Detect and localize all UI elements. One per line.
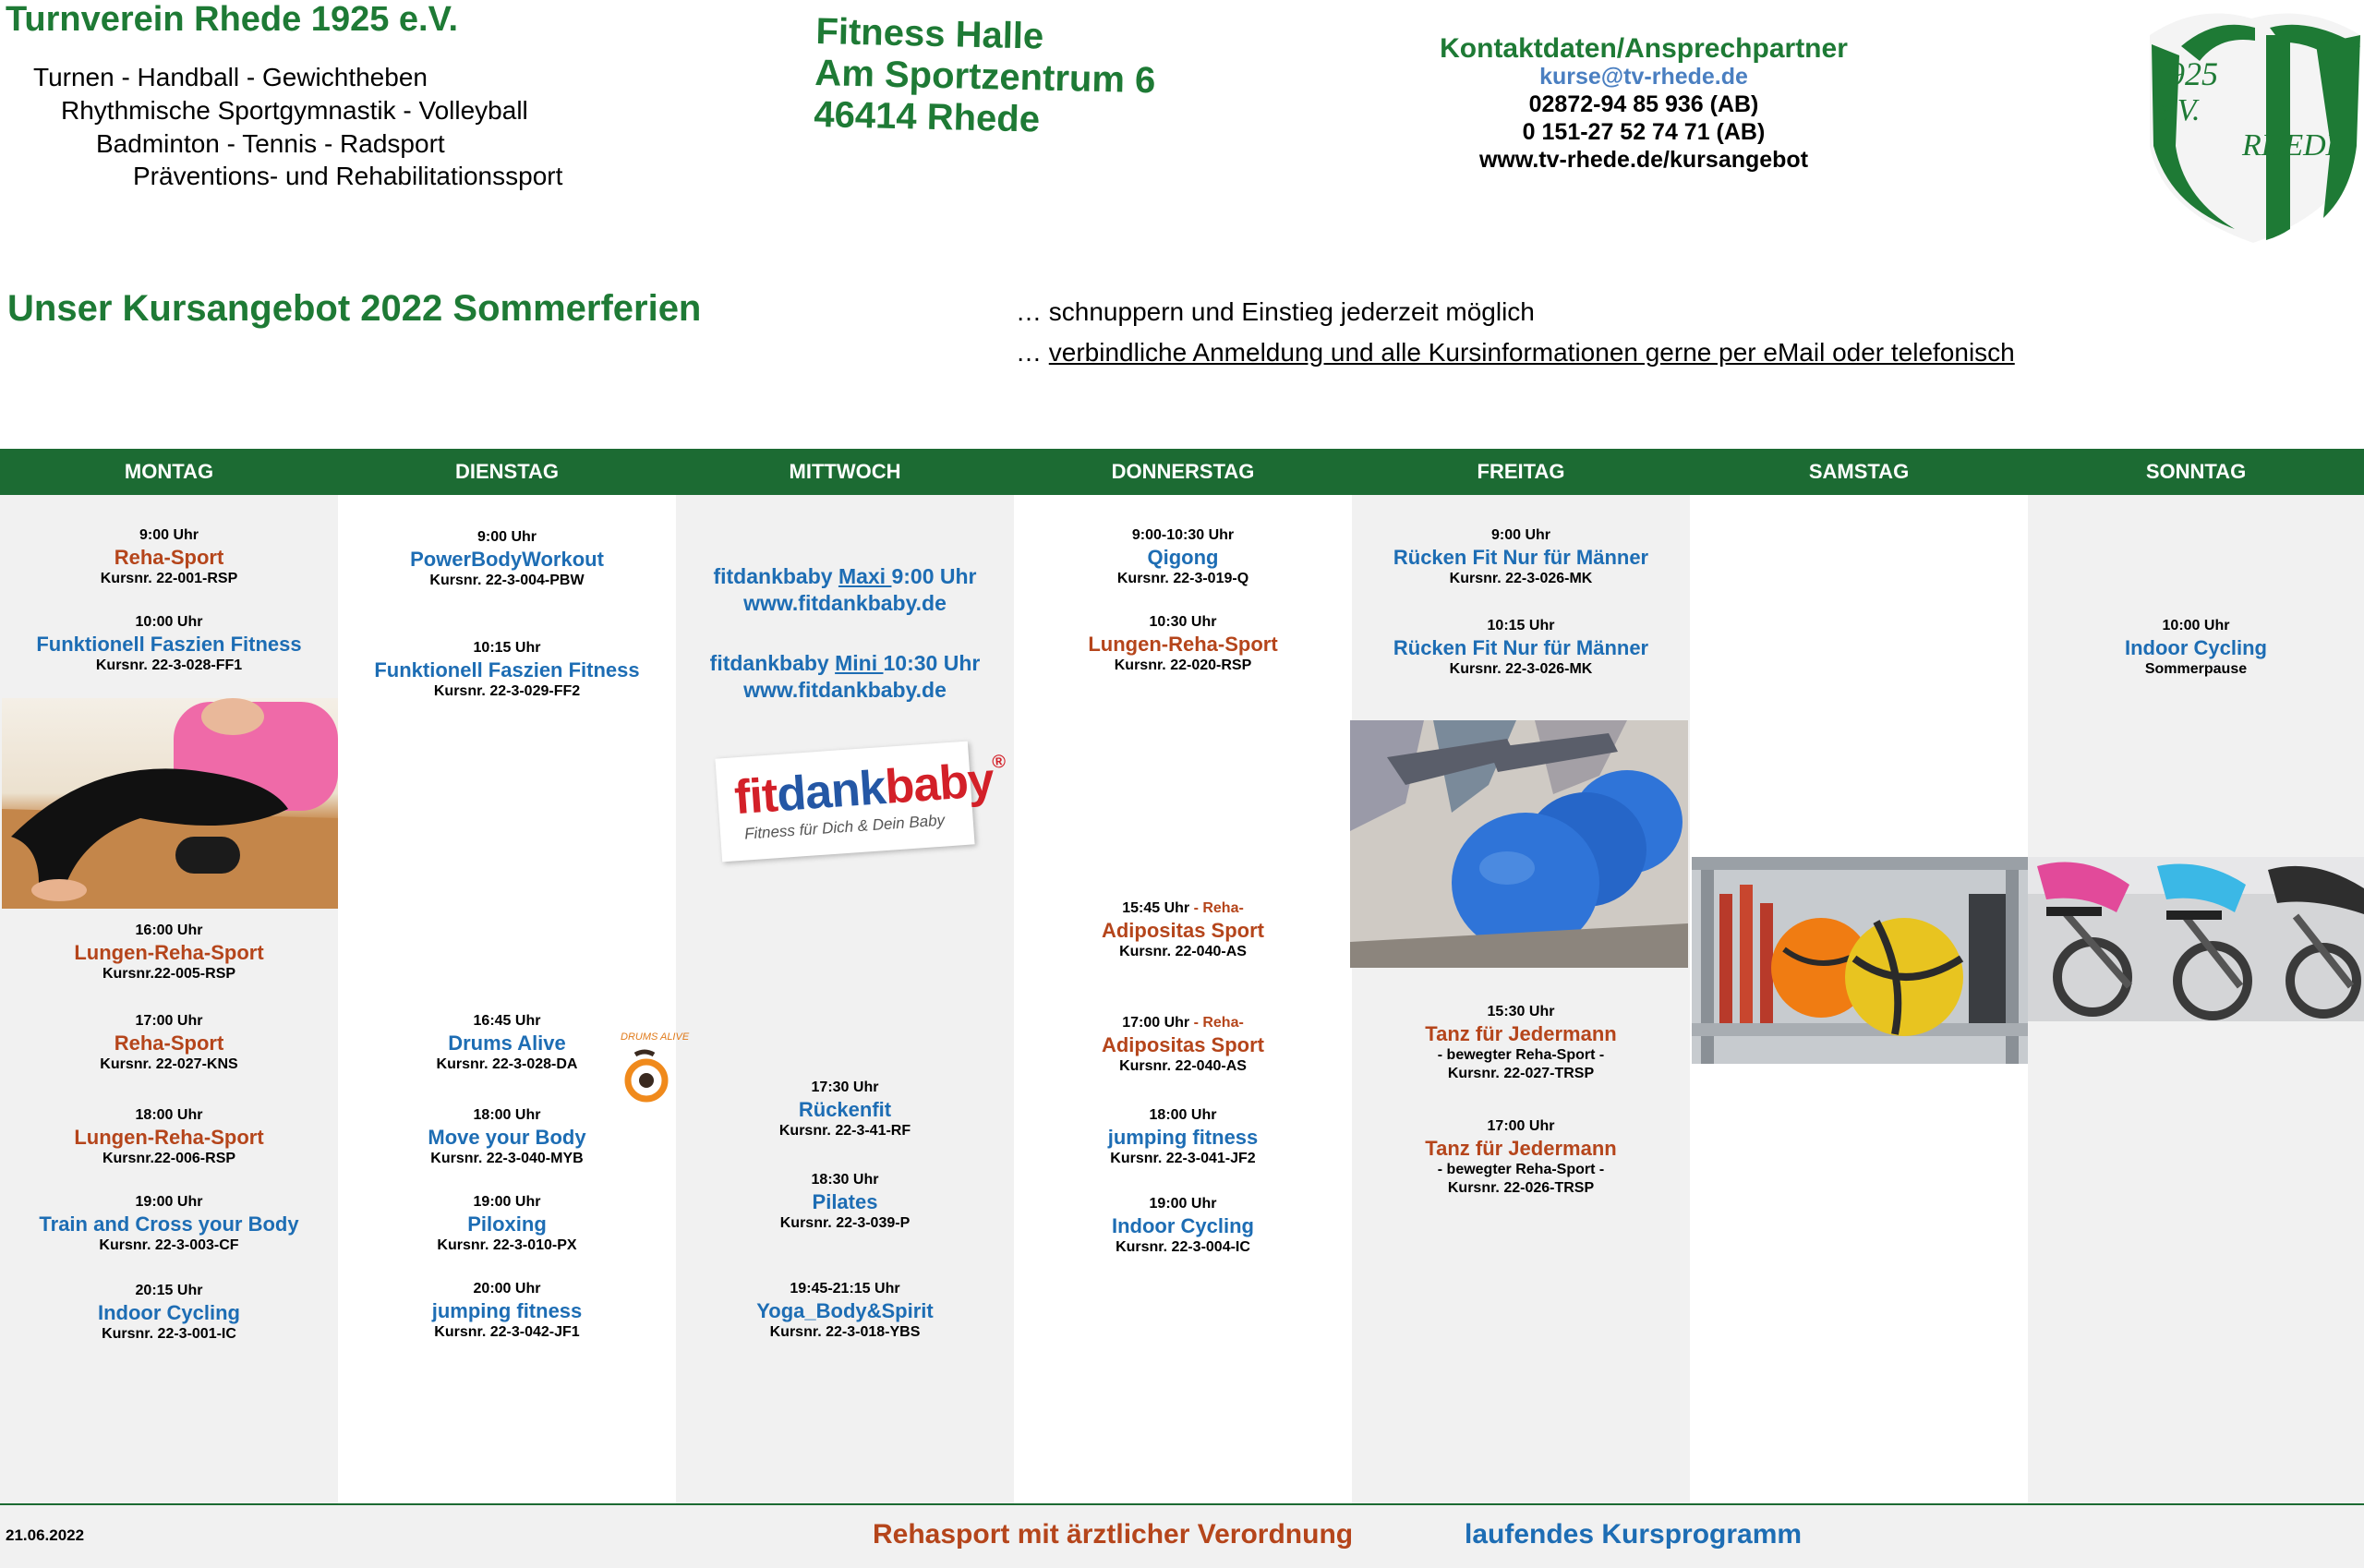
- course-code: Kursnr. 22-3-039-P: [779, 1215, 911, 1231]
- course-subtitle: - bewegter Reha-Sport -: [1437, 1162, 1605, 1177]
- course-name: Train and Cross your Body: [39, 1212, 299, 1236]
- course-name: Funktionell Faszien Fitness: [36, 633, 302, 656]
- course-entry[interactable]: [2028, 617, 2364, 679]
- course-entry[interactable]: [0, 1012, 338, 1074]
- fitdankbaby-mini[interactable]: [676, 650, 1014, 704]
- course-entry[interactable]: [338, 1193, 676, 1255]
- course-time: 18:00 Uhr: [1149, 1107, 1217, 1123]
- course-code: Kursnr. 22-3-026-MK: [1449, 571, 1593, 586]
- course-subtitle: - bewegter Reha-Sport -: [1437, 1047, 1605, 1063]
- sports-line: Badminton - Tennis - Radsport: [96, 129, 445, 158]
- contact-email-link[interactable]: kurse@tv-rhede.de: [1539, 64, 1748, 90]
- course-code: Kursnr. 22-3-026-MK: [1449, 661, 1593, 677]
- photo-indoor-cycling: [2028, 857, 2364, 1021]
- legend-reha: Rehasport mit ärztlicher Verordnung: [873, 1519, 1354, 1550]
- course-entry[interactable]: [1352, 617, 1690, 679]
- course-code: Kursnr. 22-3-041-JF2: [1110, 1151, 1256, 1166]
- course-code: Kursnr. 22-3-010-PX: [437, 1237, 577, 1253]
- fdb-prefix: fitdankbaby: [709, 651, 836, 675]
- fdb-time: 9:00 Uhr: [891, 564, 977, 588]
- course-name: Yoga_Body&Spirit: [756, 1299, 934, 1322]
- course-name: Tanz für Jedermann: [1425, 1022, 1617, 1045]
- course-code: Kursnr. 22-026-TRSP: [1447, 1180, 1595, 1196]
- course-entry[interactable]: [1014, 526, 1352, 588]
- course-entry[interactable]: [676, 1280, 1014, 1342]
- day-header-mittwoch: MITTWOCH: [789, 460, 901, 483]
- logo-tagline: Fitness für Dich & Dein Baby: [743, 811, 946, 843]
- course-name: Reha-Sport: [114, 546, 224, 569]
- course-code: Kursnr. 22-3-001-IC: [102, 1326, 236, 1342]
- course-title: Unser Kursangebot 2022 Sommerferien: [7, 288, 702, 329]
- legend-laufend: laufendes Kursprogramm: [1465, 1519, 1803, 1550]
- course-name: Adipositas Sport: [1101, 1033, 1264, 1056]
- fdb-website[interactable]: www.fitdankbaby.de: [743, 591, 947, 615]
- logo-ev: e.V.: [2155, 93, 2201, 127]
- intro-note-registration: [1016, 338, 2015, 368]
- course-name: Lungen-Reha-Sport: [74, 1126, 264, 1149]
- logo-baby: baby: [883, 753, 995, 814]
- course-code: Kursnr. 22-3-028-DA: [436, 1056, 578, 1072]
- contact-phone: 02872-94 85 936 (AB): [1528, 91, 1759, 117]
- registration-link[interactable]: verbindliche Anmeldung und alle Kursinformationen gerne per eMail oder telefonisch: [1048, 338, 2015, 367]
- course-name: jumping fitness: [431, 1299, 583, 1322]
- drums-alive-logo: [617, 1027, 690, 1110]
- course-time: 18:30 Uhr: [811, 1172, 879, 1188]
- fdb-website[interactable]: www.fitdankbaby.de: [743, 678, 947, 702]
- venue-line: 46414 Rhede: [813, 93, 1041, 140]
- course-code: Kursnr. 22-3-004-PBW: [429, 573, 585, 588]
- course-name: Indoor Cycling: [98, 1301, 240, 1324]
- fitdankbaby-logo: [715, 742, 1006, 862]
- course-time-extra: - Reha-: [1189, 900, 1244, 916]
- logo-name: RHEDE: [2242, 128, 2346, 163]
- course-name: Funktionell Faszien Fitness: [374, 658, 640, 681]
- course-entry[interactable]: [0, 613, 338, 675]
- course-entry[interactable]: [1014, 1106, 1352, 1168]
- course-time: 9:00-10:30 Uhr: [1131, 527, 1235, 543]
- day-header-donnerstag: DONNERSTAG: [1111, 460, 1255, 483]
- course-time: 9:00 Uhr: [1490, 527, 1551, 543]
- course-name: Move your Body: [428, 1126, 586, 1149]
- course-entry[interactable]: [1014, 1195, 1352, 1257]
- photo-foam-roller: [2, 698, 338, 909]
- course-name: PowerBodyWorkout: [410, 548, 604, 571]
- course-time: 16:00 Uhr: [135, 923, 203, 938]
- course-code: Kursnr. 22-3-042-JF1: [434, 1324, 580, 1340]
- course-time: 20:15 Uhr: [135, 1283, 203, 1298]
- course-name: Indoor Cycling: [2125, 636, 2267, 659]
- course-time: 10:00 Uhr: [135, 614, 203, 630]
- course-time: 17:00 Uhr: [135, 1013, 203, 1029]
- fdb-mini-link[interactable]: Mini: [835, 651, 884, 675]
- column-mittwoch: [676, 495, 1014, 1503]
- course-code: Kursnr.22-006-RSP: [102, 1151, 236, 1166]
- course-status: Sommerpause: [2144, 661, 2248, 677]
- contact-phone: 0 151-27 52 74 71 (AB): [1522, 119, 1766, 145]
- course-entry[interactable]: [0, 1282, 338, 1344]
- course-code: Kursnr. 22-040-AS: [1119, 1058, 1247, 1074]
- course-name: Drums Alive: [448, 1031, 566, 1055]
- course-entry[interactable]: [338, 1280, 676, 1342]
- course-time: 10:15 Uhr: [473, 640, 541, 656]
- course-time: 17:00 Uhr: [1122, 1015, 1190, 1031]
- note-prefix: …: [1016, 338, 1049, 367]
- sports-line: Rhythmische Sportgymnastik - Volleyball: [61, 96, 528, 125]
- course-name: Indoor Cycling: [1112, 1214, 1254, 1237]
- day-header-sonntag: SONNTAG: [2145, 460, 2247, 483]
- venue-line: Am Sportzentrum 6: [814, 52, 1156, 102]
- day-header-freitag: FREITAG: [1477, 460, 1565, 483]
- photo-medicine-balls: [1692, 857, 2028, 1064]
- course-time: 10:15 Uhr: [1487, 618, 1555, 633]
- course-entry[interactable]: [1352, 526, 1690, 588]
- fdb-prefix: fitdankbaby: [713, 564, 838, 588]
- course-name: jumping fitness: [1107, 1126, 1259, 1149]
- contact-website-link[interactable]: www.tv-rhede.de/kursangebot: [1478, 147, 1809, 173]
- course-code: Kursnr.22-005-RSP: [102, 966, 236, 982]
- course-time-extra: - Reha-: [1189, 1015, 1244, 1031]
- course-name: Adipositas Sport: [1101, 919, 1264, 942]
- course-time: 19:00 Uhr: [473, 1194, 541, 1210]
- venue-line: Fitness Halle: [815, 11, 1044, 57]
- course-code: Kursnr. 22-027-TRSP: [1447, 1066, 1595, 1081]
- course-time: 9:00 Uhr: [139, 527, 199, 543]
- course-entry[interactable]: [338, 639, 676, 701]
- course-time: 10:00 Uhr: [2162, 618, 2230, 633]
- day-header-dienstag: DIENSTAG: [454, 460, 560, 483]
- course-code: Kursnr. 22-027-KNS: [100, 1056, 238, 1072]
- logo-registered: ®: [991, 751, 1006, 773]
- course-name: Rücken Fit Nur für Männer: [1393, 636, 1649, 659]
- course-code: Kursnr. 22-040-AS: [1119, 944, 1247, 959]
- course-entry[interactable]: [676, 1171, 1014, 1233]
- course-entry[interactable]: [676, 1079, 1014, 1140]
- course-time: 18:00 Uhr: [135, 1107, 203, 1123]
- sports-line: Turnen - Handball - Gewichtheben: [33, 63, 428, 91]
- course-entry[interactable]: [338, 1106, 676, 1168]
- contact-block: [1348, 35, 1939, 174]
- day-header-montag: MONTAG: [124, 460, 214, 483]
- course-time: 18:00 Uhr: [473, 1107, 541, 1123]
- course-name: Rückenfit: [798, 1098, 892, 1121]
- fitdankbaby-maxi[interactable]: [676, 563, 1014, 617]
- sports-line: Präventions- und Rehabilitationssport: [133, 162, 563, 190]
- course-time: 15:45 Uhr: [1122, 900, 1190, 916]
- course-code: Kursnr. 22-3-040-MYB: [430, 1151, 584, 1166]
- course-name: Lungen-Reha-Sport: [74, 941, 264, 964]
- course-code: Kursnr. 22-3-028-FF1: [95, 657, 243, 673]
- course-code: Kursnr. 22-3-019-Q: [1116, 571, 1249, 586]
- course-name: Tanz für Jedermann: [1425, 1137, 1617, 1160]
- course-entry[interactable]: [0, 922, 338, 983]
- course-name: Qigong: [1147, 546, 1219, 569]
- course-code: Kursnr. 22-3-003-CF: [99, 1237, 239, 1253]
- course-name: Reha-Sport: [114, 1031, 224, 1055]
- drums-logo-text: DRUMS ALIVE: [621, 1031, 690, 1043]
- course-time: 20:00 Uhr: [473, 1281, 541, 1297]
- course-name: Rücken Fit Nur für Männer: [1393, 546, 1649, 569]
- course-name: Pilates: [812, 1190, 878, 1213]
- contact-title: Kontaktdaten/Ansprechpartner: [1440, 33, 1848, 64]
- course-entry[interactable]: [1014, 1014, 1352, 1076]
- course-time: 9:00 Uhr: [476, 529, 537, 545]
- logo-year: 1925: [2152, 55, 2218, 92]
- club-logo: [2142, 7, 2364, 246]
- course-entry[interactable]: [338, 528, 676, 590]
- course-time: 17:30 Uhr: [811, 1080, 879, 1095]
- course-name: Lungen-Reha-Sport: [1088, 633, 1278, 656]
- course-code: Kursnr. 22-020-RSP: [1114, 657, 1252, 673]
- course-time: 17:00 Uhr: [1487, 1118, 1555, 1134]
- intro-note: … schnuppern und Einstieg jederzeit möglich: [1016, 297, 1535, 326]
- course-code: Kursnr. 22-3-41-RF: [778, 1123, 911, 1139]
- photo-gym-balls: [1350, 720, 1688, 968]
- course-code: Kursnr. 22-001-RSP: [100, 571, 238, 586]
- venue-address: [814, 11, 1157, 143]
- course-time: 19:00 Uhr: [135, 1194, 203, 1210]
- course-time: 19:45-21:15 Uhr: [790, 1281, 900, 1297]
- logo-fit: fit: [732, 768, 779, 826]
- course-time: 19:00 Uhr: [1149, 1196, 1217, 1212]
- course-code: Kursnr. 22-3-029-FF2: [433, 683, 581, 699]
- course-entry[interactable]: [0, 526, 338, 588]
- fdb-time: 10:30 Uhr: [883, 651, 981, 675]
- course-entry[interactable]: [0, 1193, 338, 1255]
- course-entry[interactable]: [0, 1106, 338, 1168]
- course-entry[interactable]: [1352, 1003, 1690, 1083]
- logo-dank: dank: [775, 760, 887, 823]
- course-name: Piloxing: [467, 1212, 547, 1236]
- course-entry[interactable]: [1014, 899, 1352, 961]
- course-entry[interactable]: [1352, 1117, 1690, 1198]
- course-code: Kursnr. 22-3-004-IC: [1116, 1239, 1250, 1255]
- day-header-samstag: SAMSTAG: [1808, 460, 1910, 483]
- org-title: Turnverein Rhede 1925 e.V.: [6, 0, 459, 39]
- course-code: Kursnr. 22-3-018-YBS: [769, 1324, 921, 1340]
- footer-date: 21.06.2022: [6, 1526, 85, 1544]
- course-entry[interactable]: [1014, 613, 1352, 675]
- course-time: 16:45 Uhr: [473, 1013, 541, 1029]
- fdb-maxi-link[interactable]: Maxi: [838, 564, 892, 588]
- course-time: 10:30 Uhr: [1149, 614, 1217, 630]
- course-time: 15:30 Uhr: [1487, 1004, 1555, 1019]
